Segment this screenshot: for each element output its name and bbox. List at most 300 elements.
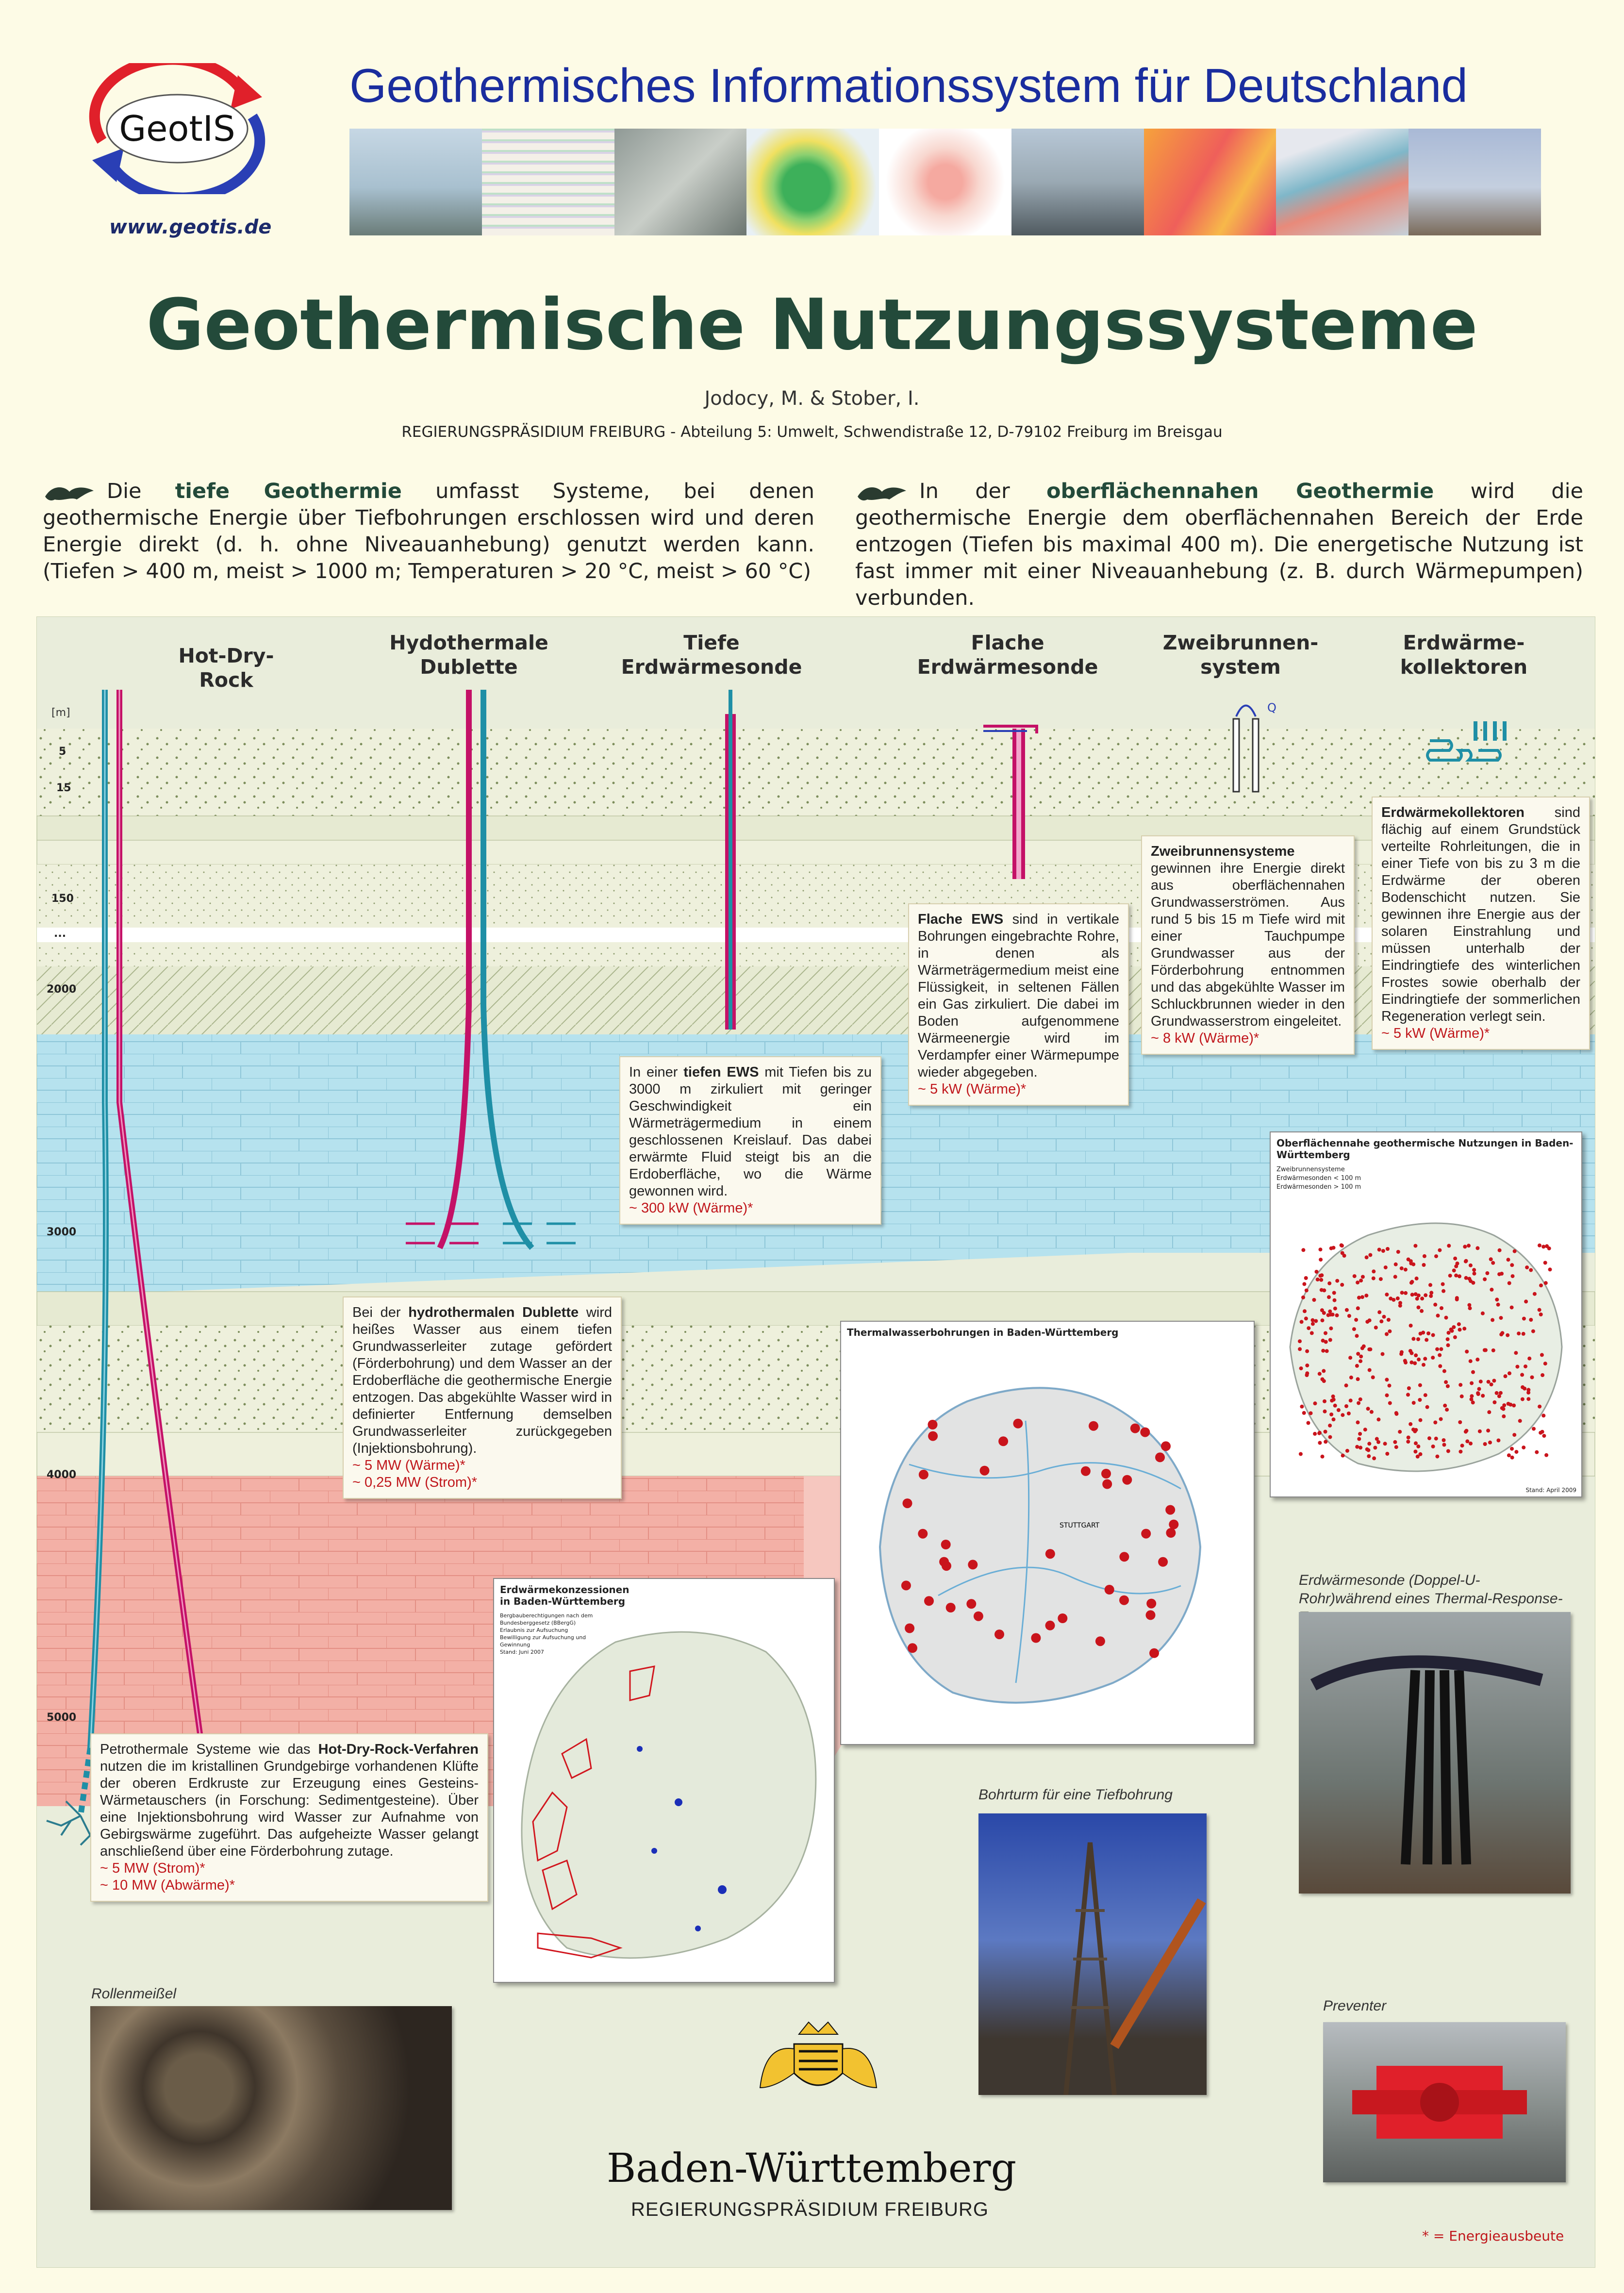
thermal-well-dot <box>901 1580 911 1590</box>
photo-preventer <box>1323 2022 1566 2182</box>
map-dot <box>1328 1435 1332 1439</box>
map-dot <box>1394 1411 1398 1415</box>
map-dot <box>1457 1322 1461 1326</box>
map-dot <box>1333 1307 1337 1311</box>
map-dot <box>1517 1331 1521 1335</box>
map-dot <box>1400 1266 1404 1270</box>
map-dot <box>1396 1250 1400 1254</box>
map-dot <box>1385 1378 1389 1381</box>
map-dot <box>1522 1317 1526 1321</box>
website-url[interactable]: www.geotis.de <box>109 216 272 238</box>
map-dot <box>1465 1439 1469 1443</box>
map-dot <box>1467 1244 1471 1247</box>
map-dot <box>1388 1384 1392 1388</box>
thermal-well-dot <box>998 1436 1008 1446</box>
map-dot <box>1313 1432 1317 1436</box>
map-erdwaermekonzessionen <box>493 1578 835 1983</box>
map-dot <box>1433 1421 1437 1425</box>
map-dot <box>1442 1438 1446 1442</box>
map-dot <box>1385 1452 1389 1456</box>
depth-tick: 5000 <box>47 1711 77 1724</box>
map-dot <box>1409 1349 1412 1353</box>
map-dot <box>1366 1407 1370 1411</box>
map-dot <box>1458 1450 1462 1454</box>
map-dot <box>1481 1394 1485 1398</box>
map-dot <box>1359 1355 1363 1359</box>
map-dot <box>1353 1274 1357 1278</box>
map-dot <box>1470 1397 1474 1401</box>
map-dot <box>1488 1441 1492 1445</box>
system-title: Geothermisches Informationssystem für Deutschland <box>349 59 1468 112</box>
map-dot <box>1484 1348 1488 1352</box>
column-header-hydrothermale-dublette: Hydothermale Dublette <box>389 631 548 679</box>
map-dot <box>1324 1331 1327 1335</box>
map-dot <box>1443 1404 1447 1408</box>
map-dot <box>1543 1362 1547 1365</box>
map-dot <box>1309 1412 1313 1415</box>
map-dot <box>1313 1401 1317 1405</box>
map-dot <box>1321 1339 1325 1343</box>
map-dot <box>1422 1263 1426 1267</box>
map-dot <box>1374 1326 1378 1329</box>
map-dot <box>1407 1386 1411 1390</box>
map-dot <box>1435 1455 1439 1459</box>
map-dot <box>1393 1440 1397 1444</box>
map-dot <box>1483 1278 1487 1281</box>
map-dot <box>1525 1265 1529 1269</box>
map-dot <box>1340 1244 1344 1247</box>
intro-left-text: Die <box>107 479 175 503</box>
geotis-logo <box>83 63 272 194</box>
map-dot <box>1419 1418 1423 1422</box>
map-dot <box>1499 1316 1503 1320</box>
thermal-well-dot <box>1122 1475 1132 1485</box>
map-dot <box>1349 1398 1353 1402</box>
map-dot <box>1538 1308 1541 1312</box>
map-dot <box>1388 1329 1392 1333</box>
map-dot <box>1381 1352 1385 1356</box>
thermal-well-dot <box>966 1599 976 1609</box>
map-dot <box>1318 1441 1322 1445</box>
map-dot <box>1359 1446 1362 1449</box>
map-city-label: STUTTGART <box>1060 1522 1100 1529</box>
map-dot <box>1319 1258 1323 1262</box>
map-dot <box>1367 1454 1371 1458</box>
map-dot <box>1492 1379 1496 1383</box>
map-dot <box>1469 1442 1473 1446</box>
map-dot <box>1417 1306 1421 1310</box>
map-dot <box>1446 1337 1450 1341</box>
map-dot <box>1442 1443 1446 1447</box>
thermal-well-dot <box>1101 1469 1111 1479</box>
map-dot <box>1359 1279 1363 1282</box>
intro-oberflaechennahe-geothermie <box>855 478 1583 612</box>
map-dot <box>1361 1275 1365 1279</box>
map-dot <box>1512 1404 1516 1408</box>
map-dot <box>1487 1380 1491 1384</box>
photo-drill-site <box>349 129 482 235</box>
map-legend: Bergbauberechtigungen nach dem Bundesberggesetz (BBergG) Erlaubnis zur Aufsuchung Bewilligung zur Aufsuchung und Gewinnung Stand: Juni 2007 <box>500 1612 593 1655</box>
map-dot <box>1341 1413 1344 1417</box>
thermal-well-dot <box>1095 1636 1105 1646</box>
map-dot <box>1301 1248 1305 1252</box>
map-dot <box>1499 1332 1503 1336</box>
map-dot <box>1393 1275 1397 1279</box>
thermal-well-dot <box>1158 1557 1168 1567</box>
map-dot <box>1328 1310 1332 1313</box>
map-dot <box>1396 1296 1400 1300</box>
map-dot <box>1514 1450 1518 1454</box>
map-dot <box>1410 1293 1414 1296</box>
map-dot <box>1356 1280 1359 1284</box>
map-dot <box>1418 1398 1422 1402</box>
map-dot <box>1446 1343 1450 1347</box>
map-dot <box>1322 1288 1326 1292</box>
thermal-well-dot <box>1105 1585 1114 1595</box>
map-dot <box>1439 1417 1443 1421</box>
map-dot <box>1388 1401 1392 1405</box>
map-dot <box>1471 1281 1475 1285</box>
map-dot <box>1409 1422 1412 1426</box>
map-dot <box>1377 1248 1381 1252</box>
map-concessions <box>494 1598 834 1982</box>
map-dot <box>1508 1403 1512 1407</box>
map-dot <box>1409 1361 1413 1364</box>
photo-germany-map <box>746 129 879 235</box>
map-dot <box>1299 1366 1303 1370</box>
map-dot <box>1427 1436 1431 1440</box>
map-dot <box>1524 1299 1528 1303</box>
map-dot <box>1310 1331 1314 1335</box>
map-dot <box>1326 1313 1330 1317</box>
map-dot <box>1477 1387 1481 1391</box>
poster-authors: Jodocy, M. & Stober, I. <box>704 387 920 410</box>
map-dot <box>1447 1331 1451 1335</box>
map-dot <box>1404 1291 1408 1295</box>
map-dot <box>1439 1347 1443 1351</box>
map-dot <box>1345 1308 1349 1312</box>
logo-text: GeotIS <box>119 108 235 149</box>
map-dot <box>1499 1391 1503 1395</box>
map-dot <box>1471 1370 1475 1374</box>
map-dot <box>1371 1376 1375 1379</box>
map-dot <box>1414 1292 1418 1296</box>
map-dot <box>1429 1294 1433 1298</box>
map-dot <box>1406 1440 1410 1444</box>
map-dot <box>1442 1289 1445 1293</box>
map-dot <box>1305 1363 1309 1367</box>
map-dot <box>1373 1446 1377 1450</box>
map-dot <box>1357 1296 1361 1299</box>
map-dot <box>1394 1445 1398 1449</box>
map-dot <box>1502 1414 1506 1418</box>
map-dot <box>1325 1349 1329 1353</box>
map-dot <box>1496 1439 1500 1443</box>
map-title: Oberflächennahe geothermische Nutzungen in Baden-Württemberg <box>1276 1137 1574 1161</box>
map-dot <box>1420 1309 1424 1313</box>
map-bw-dots <box>1271 1192 1581 1493</box>
map-dot <box>1300 1405 1304 1409</box>
column-header-hot-dry-rock: Hot-Dry-Rock <box>178 644 274 692</box>
map-dot <box>1341 1251 1344 1255</box>
infobox-zweibrunnensysteme: Zweibrunnensysteme gewinnen ihre Energie direkt aus oberflächennahen Grundwasserströmen. Aus rund 5 bis 15 m Tiefe wird mit einer Tauchpumpe Grundwasser aus der Förderbohrung entnommen und das abgekühlte Wasser im Schluckbrunnen wieder in den Grundwasserstrom eingeleitet. ~ 8 kW (Wärme)* <box>1141 835 1355 1055</box>
map-dot <box>1329 1246 1333 1250</box>
map-dot <box>1412 1401 1416 1405</box>
map-dot <box>1304 1276 1308 1280</box>
map-dot <box>1354 1318 1358 1322</box>
map-dot <box>1529 1318 1533 1322</box>
map-dot <box>1438 1248 1442 1252</box>
thermal-well-dot <box>905 1624 914 1633</box>
map-dot <box>1541 1373 1544 1377</box>
map-dot <box>1417 1358 1421 1362</box>
map-dot <box>1458 1420 1462 1424</box>
map-dot <box>1319 1247 1323 1251</box>
map-dot <box>1398 1430 1402 1434</box>
map-dot <box>1319 1278 1323 1282</box>
intro-left-text-rest: umfasst Systeme, bei denen geothermische Energie über Tiefbohrungen erschlossen wird und deren Energie direkt (d. h. ohne Niveauanhebung) genutzt werden kann. (Tiefen > 400 m, meist > 1000 m; Temperaturen > 20 °C, meist > 60 °C) <box>43 479 814 583</box>
map-dot <box>1347 1314 1351 1318</box>
infobox-hot-dry-rock: Petrothermale Systeme wie das Hot-Dry-Rock-Verfahren nutzen die im kristallinen Grundgebirge vorhandenen Klüfte der oberen Erdkruste zur Erzeugung eines Gesteins-Wärmetauschers (in Forschung: Sedimentgesteine). Über eine Injektionsbohrung wird Wasser zur Aufnahme von Gebirgswärme zugeführt. Das aufgeheizte Wasser gelangt anschließend über eine Förderbohrung zutage. ~ 5 MW (Strom)* ~ 10 MW (Abwärme)* <box>90 1733 488 1902</box>
map-dot <box>1514 1351 1518 1355</box>
map-dot <box>1423 1254 1426 1258</box>
map-dot <box>1446 1449 1450 1453</box>
map-dot <box>1455 1297 1459 1301</box>
map-dot <box>1531 1329 1535 1333</box>
map-dot <box>1327 1295 1331 1299</box>
map-dot <box>1331 1313 1335 1316</box>
map-dot <box>1358 1432 1362 1436</box>
map-dot <box>1539 1313 1543 1316</box>
map-dot <box>1394 1263 1398 1266</box>
map-dot <box>1347 1412 1351 1415</box>
map-title: Thermalwasserbohrungen in Baden-Württemberg <box>847 1327 1119 1338</box>
map-dot <box>1446 1384 1450 1388</box>
thermal-well-dot <box>1146 1599 1156 1609</box>
map-dot <box>1316 1278 1320 1281</box>
map-dot <box>1333 1404 1337 1408</box>
map-dot <box>1323 1399 1326 1403</box>
map-dot <box>1372 1456 1376 1460</box>
geothermal-systems-diagram <box>36 616 1595 2268</box>
map-dot <box>1464 1259 1468 1263</box>
map-dot <box>1341 1454 1345 1458</box>
map-dot <box>1460 1444 1464 1447</box>
map-dot <box>1384 1265 1388 1269</box>
thermal-well-dot <box>1141 1529 1151 1539</box>
state-name: Baden-Württemberg <box>607 2145 1017 2192</box>
map-dot <box>1470 1381 1474 1385</box>
map-dot <box>1382 1315 1386 1319</box>
map-dot <box>1510 1306 1514 1310</box>
map-dot <box>1489 1257 1493 1261</box>
map-dot <box>1387 1318 1391 1322</box>
map-dot <box>1413 1244 1417 1248</box>
map-dot <box>1407 1436 1410 1440</box>
energy-yield: ~ 5 MW (Wärme)* <box>352 1458 465 1473</box>
infobox-flache-ews: Flache EWS sind in vertikale Bohrungen eingebrachte Rohre, in denen als Wärmeträgermedium meist eine Flüssigkeit, in seltenen Fällen ein Gas zirkuliert. Die dabei im Boden aufgenommene Wärmeenergie wird im Verdampfer einer Wärmepumpe wieder abgegeben. ~ 5 kW (Wärme)* <box>908 903 1129 1106</box>
map-dot <box>1406 1393 1410 1396</box>
map-dot <box>1322 1311 1326 1315</box>
map-dot <box>1333 1298 1337 1302</box>
thermal-well-dot <box>1130 1424 1140 1433</box>
energy-yield: ~ 8 kW (Wärme)* <box>1151 1030 1259 1046</box>
map-dot <box>1431 1333 1435 1337</box>
energy-yield: ~ 5 kW (Wärme)* <box>918 1081 1027 1097</box>
map-dot <box>1370 1410 1374 1414</box>
map-dot <box>1419 1452 1423 1456</box>
map-dot <box>1438 1353 1442 1357</box>
column-header-zweibrunnensystem: Zweibrunnen- system <box>1162 631 1319 679</box>
map-dot <box>1507 1258 1510 1262</box>
energy-yield: ~ 10 MW (Abwärme)* <box>100 1878 235 1893</box>
energy-footnote: * = Energieausbeute <box>1422 2228 1564 2244</box>
map-dot <box>1318 1372 1322 1376</box>
map-dot <box>1428 1283 1432 1287</box>
map-dot <box>1301 1296 1305 1299</box>
map-dot <box>1328 1424 1332 1428</box>
map-dot <box>1507 1453 1511 1457</box>
map-dot <box>1356 1377 1360 1381</box>
map-dot <box>1510 1456 1514 1460</box>
thermal-well-dot <box>1140 1428 1150 1437</box>
thermal-well-dot <box>1149 1648 1159 1658</box>
energy-yield: ~ 300 kW (Wärme)* <box>629 1200 753 1216</box>
thermal-well-dot <box>1013 1419 1023 1429</box>
map-dot <box>1479 1379 1483 1383</box>
map-dot <box>1460 1395 1464 1398</box>
map-dot <box>1331 1395 1335 1398</box>
map-dot <box>1324 1440 1327 1444</box>
map-dot <box>1383 1442 1387 1446</box>
map-dot <box>1355 1445 1359 1449</box>
map-dot <box>1426 1331 1430 1335</box>
map-dot <box>1418 1383 1422 1387</box>
map-dot <box>1518 1419 1522 1423</box>
thermal-well-dot <box>1058 1613 1067 1623</box>
map-dot <box>1435 1347 1439 1351</box>
map-title: Erdwärmekonzessionen in Baden-Württemberg <box>500 1584 630 1607</box>
thermal-well-dot <box>942 1561 951 1571</box>
map-dot <box>1543 1261 1547 1265</box>
map-dot <box>1438 1364 1442 1368</box>
map-dot <box>1544 1281 1548 1285</box>
map-dot <box>1298 1347 1302 1351</box>
map-dot <box>1368 1368 1372 1372</box>
map-dot <box>1307 1421 1310 1425</box>
map-dot <box>1356 1306 1360 1310</box>
map-dot <box>1323 1410 1327 1413</box>
map-dot <box>1367 1347 1371 1351</box>
map-dot <box>1356 1420 1360 1424</box>
depth-tick: 4000 <box>47 1469 77 1481</box>
caption-erdwaermesonde: Erdwärmesonde (Doppel-U-Rohr)während eines Thermal-Response- <box>1299 1572 1563 1607</box>
map-dot <box>1322 1369 1326 1373</box>
map-dot <box>1548 1267 1552 1271</box>
map-dot <box>1508 1371 1511 1375</box>
map-dot <box>1527 1357 1531 1361</box>
coat-of-arms-logo <box>741 2015 896 2102</box>
map-dot <box>1355 1334 1359 1338</box>
map-dot <box>1305 1373 1309 1377</box>
map-dot <box>1453 1257 1457 1261</box>
map-dot <box>1400 1291 1404 1295</box>
map-dot <box>1345 1449 1349 1453</box>
photo-temperature-map <box>1144 129 1276 235</box>
map-dot <box>1332 1291 1336 1295</box>
photo-rollenmeissel <box>90 2006 452 2210</box>
map-dot <box>1465 1350 1469 1354</box>
map-dot <box>1522 1332 1525 1336</box>
depth-tick: ... <box>54 928 66 940</box>
map-dot <box>1398 1301 1402 1305</box>
map-dot <box>1327 1281 1331 1285</box>
map-dot <box>1522 1446 1525 1449</box>
map-dot <box>1379 1319 1383 1323</box>
map-dot <box>1521 1385 1525 1389</box>
map-dot <box>1307 1326 1310 1330</box>
map-dot <box>1495 1391 1499 1395</box>
map-dot <box>1416 1337 1420 1341</box>
map-dot <box>1504 1374 1508 1378</box>
thermal-well-dot <box>1119 1595 1129 1605</box>
map-dot <box>1540 1353 1544 1357</box>
map-dot <box>1352 1327 1356 1331</box>
map-dot <box>1312 1298 1316 1302</box>
map-dot <box>1511 1274 1515 1278</box>
thermal-well-dot <box>1161 1441 1171 1451</box>
thermal-well-dot <box>1081 1466 1091 1476</box>
map-dot <box>1415 1277 1419 1280</box>
map-dot <box>1476 1391 1480 1395</box>
thermal-well-dot <box>903 1498 912 1508</box>
map-dot <box>1524 1364 1527 1368</box>
map-dot <box>1431 1356 1435 1360</box>
map-dot <box>1469 1263 1473 1267</box>
map-dot <box>1321 1318 1325 1322</box>
map-dot <box>1416 1445 1420 1448</box>
map-dot <box>1492 1400 1496 1404</box>
svg-text:Q: Q <box>1267 701 1276 714</box>
map-dot <box>1515 1365 1519 1369</box>
map-dot <box>1491 1261 1495 1265</box>
map-dot <box>1421 1330 1425 1334</box>
map-dot <box>1454 1264 1458 1268</box>
map-dot <box>1520 1373 1524 1377</box>
thermal-well-dot <box>968 1560 978 1569</box>
map-dot <box>1359 1359 1362 1363</box>
column-header-flache-erdwaermesonde: Flache Erdwärmesonde <box>917 631 1098 679</box>
map-dot <box>1392 1298 1395 1302</box>
map-dot <box>1379 1277 1383 1281</box>
map-dot <box>1486 1429 1490 1432</box>
map-dot <box>1414 1353 1418 1357</box>
photo-erdwaermesonde <box>1299 1612 1571 1894</box>
thermal-well-dot <box>1045 1621 1055 1630</box>
map-dot <box>1547 1246 1551 1250</box>
map-dot <box>1496 1303 1500 1307</box>
lion-icon <box>43 482 96 503</box>
map-dot <box>1541 1413 1545 1417</box>
map-dot <box>1386 1247 1390 1251</box>
map-dot <box>1335 1313 1339 1317</box>
thermal-well-dot <box>928 1431 938 1441</box>
map-dot <box>1533 1292 1537 1296</box>
photo-map-outline <box>879 129 1011 235</box>
map-dot <box>1535 1450 1539 1454</box>
map-dot <box>1315 1270 1319 1274</box>
map-dot <box>1355 1364 1359 1368</box>
